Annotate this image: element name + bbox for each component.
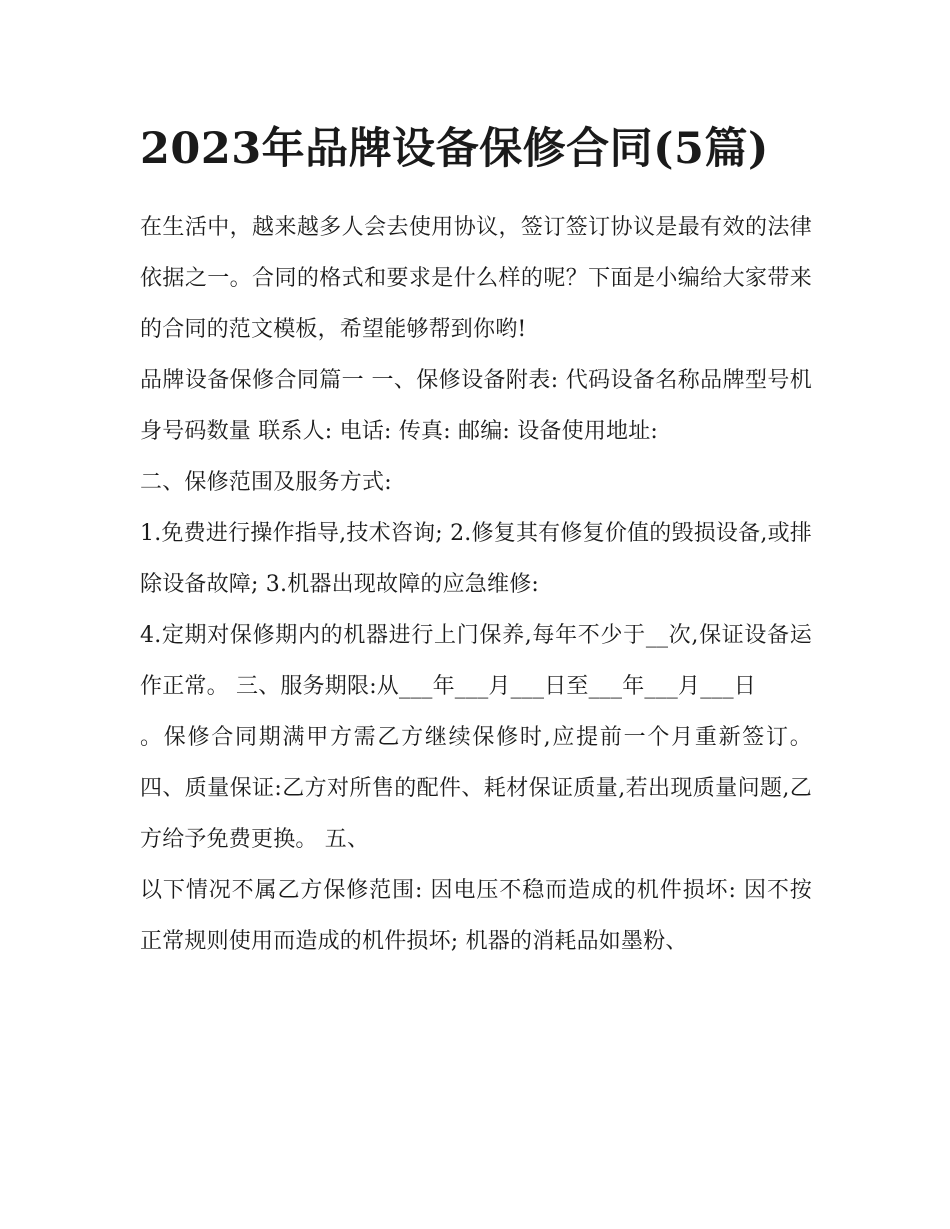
intro-paragraph: 在生活中，越来越多人会去使用协议，签订签订协议是最有效的法律依据之一。合同的格式和要求是什么样的呢？下面是小编给大家带来的合同的范文模板，希望能够帮到你哟! xyxy=(140,215,812,342)
quality-guarantee-paragraph: 。保修合同期满甲方需乙方继续保修时,应提前一个月重新签订。 四、质量保证:乙方对所售的配件、耗材保证质量,若出现质量问题,乙方给予免费更换。 五、 xyxy=(140,725,812,852)
exclusions-paragraph: 以下情况不属乙方保修范围: 因电压不稳而造成的机件损坏: 因不按正常规则使用而造成的机件损坏; 机器的消耗品如墨粉、 xyxy=(140,878,812,954)
section-heading-scope: 二、保修范围及服务方式: xyxy=(140,470,392,495)
maintenance-term-paragraph: 4.定期对保修期内的机器进行上门保养,每年不少于__次,保证设备运作正常。 三、服务期限:从___年___月___日至___年___月___日 xyxy=(140,623,812,699)
document-page xyxy=(140,112,812,967)
document-body xyxy=(140,202,812,967)
document-title: 2023年品牌设备保修合同(5篇) xyxy=(140,124,769,174)
equipment-list-paragraph: 品牌设备保修合同篇一 一、保修设备附表: 代码设备名称品牌型号机身号码数量 联系人: 电话: 传真: 邮编: 设备使用地址: xyxy=(140,368,812,444)
service-items-paragraph: 1.免费进行操作指导,技术咨询; 2.修复其有修复价值的毁损设备,或排除设备故障; 3.机器出现故障的应急维修: xyxy=(140,521,812,597)
